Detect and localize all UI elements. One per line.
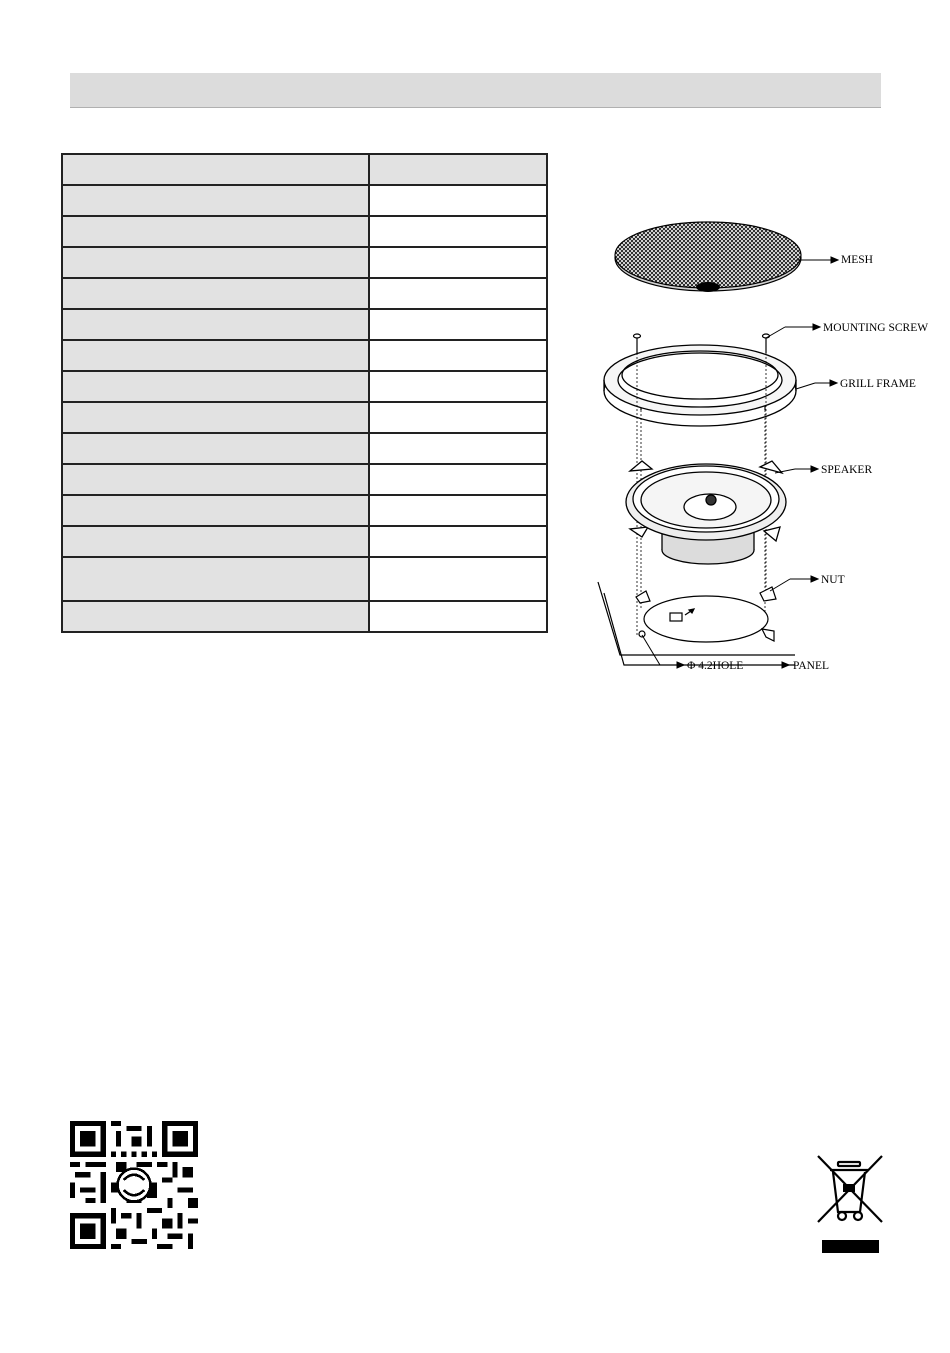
table-cell	[369, 340, 547, 371]
table-cell	[369, 247, 547, 278]
table-cell	[62, 557, 369, 601]
table-cell	[62, 247, 369, 278]
speaker-part	[626, 461, 786, 564]
panel-label: PANEL	[793, 660, 829, 672]
table-row	[62, 340, 547, 371]
crossed-out-wheelie-bin-icon	[812, 1150, 887, 1255]
table-cell	[62, 601, 369, 632]
table-cell	[62, 526, 369, 557]
table-cell	[62, 495, 369, 526]
speaker-label: SPEAKER	[821, 464, 873, 476]
mounting-screw-label: MOUNTING SCREW	[823, 322, 929, 334]
table-row	[62, 557, 547, 601]
table-cell	[369, 464, 547, 495]
table-cell	[369, 278, 547, 309]
grill-frame-label: GRILL FRAME	[840, 378, 916, 390]
table-cell	[62, 464, 369, 495]
qr-code-icon	[70, 1121, 198, 1249]
table-cell	[369, 371, 547, 402]
table-row	[62, 526, 547, 557]
panel-part	[598, 582, 795, 665]
table-row	[62, 464, 547, 495]
table-row	[62, 601, 547, 632]
table-row	[62, 309, 547, 340]
table-cell	[62, 309, 369, 340]
grill-frame-part	[604, 345, 796, 426]
table-cell	[369, 154, 547, 185]
table-cell	[369, 402, 547, 433]
table-row	[62, 247, 547, 278]
table-cell	[62, 154, 369, 185]
table-row	[62, 371, 547, 402]
table-row	[62, 216, 547, 247]
table-cell	[369, 495, 547, 526]
table-row	[62, 433, 547, 464]
table-header-row	[62, 154, 547, 185]
table-row	[62, 278, 547, 309]
table-cell	[62, 278, 369, 309]
table-cell	[369, 185, 547, 216]
spec-table	[61, 153, 548, 633]
speaker-installation-diagram	[590, 215, 945, 680]
table-cell	[369, 601, 547, 632]
table-cell	[62, 371, 369, 402]
mesh-part	[615, 222, 801, 292]
table-cell	[369, 216, 547, 247]
table-cell	[369, 309, 547, 340]
table-cell	[62, 402, 369, 433]
nut-label: NUT	[821, 574, 845, 586]
table-cell	[62, 185, 369, 216]
table-row	[62, 402, 547, 433]
table-cell	[369, 433, 547, 464]
hole-label: Φ 4.2HOLE	[687, 660, 744, 672]
table-cell	[369, 557, 547, 601]
table-row	[62, 185, 547, 216]
table-row	[62, 495, 547, 526]
table-cell	[369, 526, 547, 557]
mesh-label: MESH	[841, 254, 873, 266]
table-cell	[62, 433, 369, 464]
table-cell	[62, 216, 369, 247]
section-header-bar	[70, 73, 881, 108]
table-cell	[62, 340, 369, 371]
